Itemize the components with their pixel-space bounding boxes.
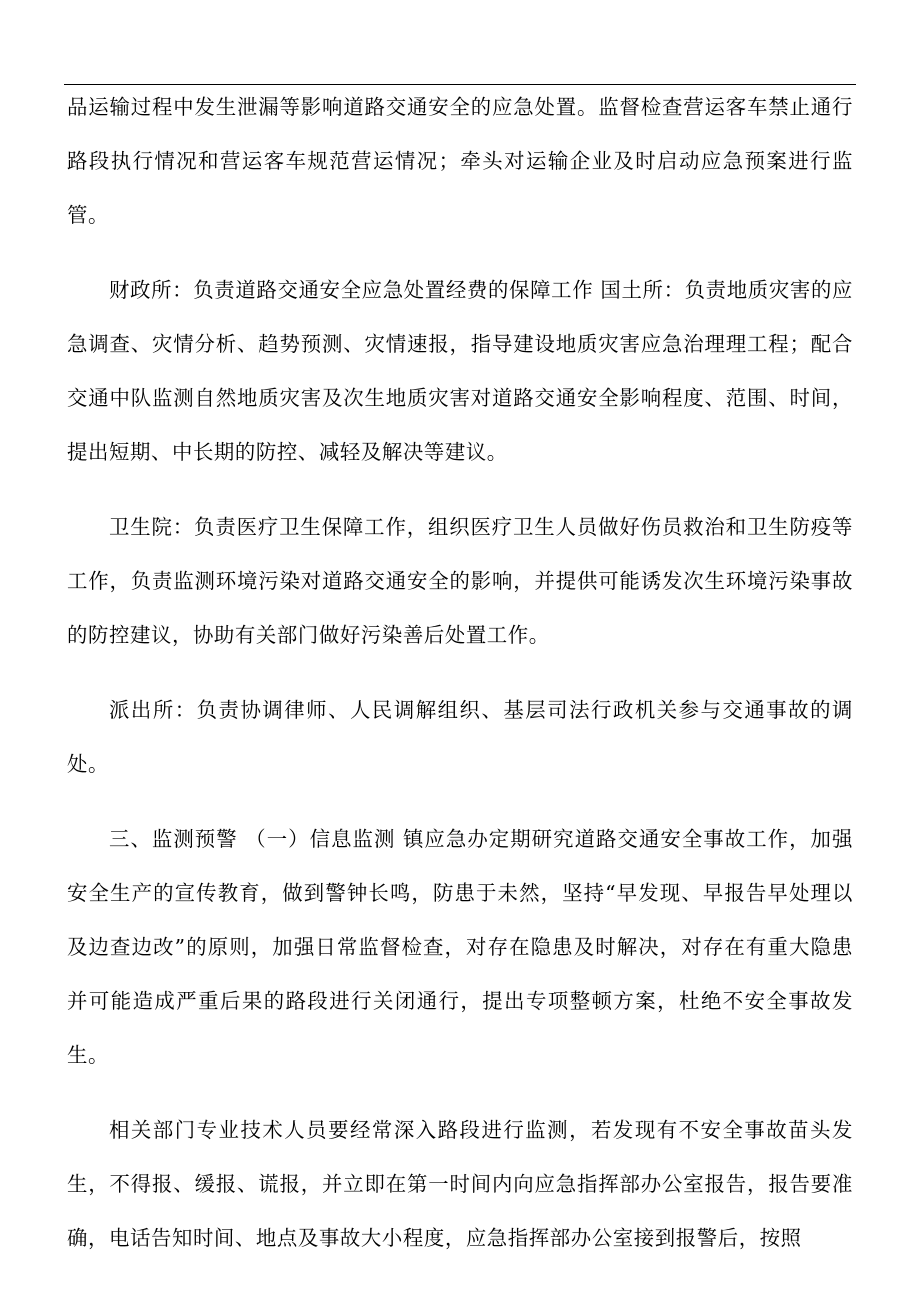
paragraph-health-center: 卫生院：负责医疗卫生保障工作，组织医疗卫生人员做好伤员救治和卫生防疫等工作，负责监测环境污染对道路交通安全的影响，并提供可能诱发次生环境污染事故的防控建议，协助有关部门做好污染善后处置工作。 [67, 515, 853, 647]
paragraph-monitoring-warning: 三、监测预警 （一）信息监测 镇应急办定期研究道路交通安全事故工作，加强安全生产的宣传教育，做到警钟长鸣，防患于未然，坚持“早发现、早报告早处理以及边查边改”的原则，加强日常监督检查，对存在隐患及时解决，对存在有重大隐患并可能造成严重后果的路段进行关闭通行，提出专项整顿方案，杜绝不安全事故发生。 [67, 827, 853, 1067]
paragraph-technical-staff: 相关部门专业技术人员要经常深入路段进行监测，若发现有不安全事故苗头发生，不得报、缓报、谎报，并立即在第一时间内向应急指挥部办公室报告，报告要准确，电话告知时间、地点及事故大小程度，应急指挥部办公室接到报警后，按照 [67, 1118, 853, 1250]
paragraph-continuation: 品运输过程中发生泄漏等影响道路交通安全的应急处置。监督检查营运客车禁止通行路段执行情况和营运客车规范营运情况；牵头对运输企业及时启动应急预案进行监管。 [67, 95, 853, 227]
paragraph-police-station: 派出所：负责协调律师、人民调解组织、基层司法行政机关参与交通事故的调处。 [67, 698, 853, 776]
document-body [67, 80, 853, 1286]
paragraph-finance-land: 财政所：负责道路交通安全应急处置经费的保障工作 国土所：负责地质灾害的应急调查、灾情分析、趋势预测、灾情速报，指导建设地质灾害应急治理理工程；配合交通中队监测自然地质灾害及次生地质灾害对道路交通安全影响程度、范围、时间，提出短期、中长期的防控、减轻及解决等建议。 [67, 278, 853, 464]
